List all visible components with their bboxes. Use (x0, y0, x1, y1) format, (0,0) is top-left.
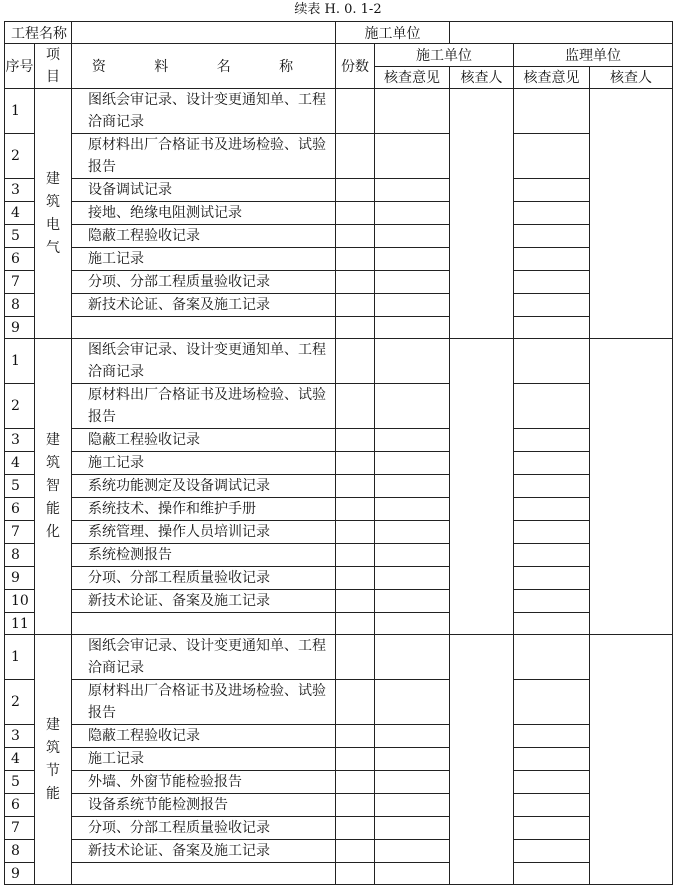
table-row (5, 339, 673, 384)
header-row-1 (5, 44, 673, 67)
construction-review-opinion-cell[interactable] (375, 840, 450, 863)
section-name-char: 建 (46, 716, 60, 733)
construction-review-opinion-cell[interactable] (375, 248, 450, 271)
construction-reviewer-cell[interactable] (450, 89, 514, 339)
section-name-char: 气 (46, 239, 60, 256)
row-number: 2 (5, 384, 35, 429)
row-number: 8 (5, 544, 35, 567)
supervision-review-opinion-cell[interactable] (514, 452, 590, 475)
copies-header: 份数 (336, 44, 375, 89)
row-number: 3 (5, 725, 35, 748)
material-name: 原材料出厂合格证书及进场检验、试验报告 (72, 134, 336, 179)
supervision-review-opinion-cell[interactable] (514, 202, 590, 225)
supervision-review-opinion-cell[interactable] (514, 567, 590, 590)
table-row (5, 680, 673, 725)
supervision-review-opinion-cell[interactable] (514, 384, 590, 429)
construction-review-opinion-cell[interactable] (375, 680, 450, 725)
construction-review-opinion-cell[interactable] (375, 817, 450, 840)
row-number: 2 (5, 134, 35, 179)
construction-review-opinion-cell[interactable] (375, 89, 450, 134)
construction-unit-group-header: 施工单位 (375, 44, 514, 67)
construction-review-opinion-cell[interactable] (375, 384, 450, 429)
construction-review-opinion-cell[interactable] (375, 317, 450, 339)
copies-cell[interactable] (336, 89, 375, 134)
row-number: 7 (5, 271, 35, 294)
copies-cell[interactable] (336, 202, 375, 225)
row-number: 1 (5, 635, 35, 680)
section-name-char: 节 (46, 762, 60, 779)
row-number: 5 (5, 771, 35, 794)
supervision-review-opinion-cell[interactable] (514, 134, 590, 179)
copies-cell[interactable] (336, 294, 375, 317)
material-name: 设备系统节能检测报告 (72, 794, 336, 817)
supervision-reviewer-cell[interactable] (590, 635, 673, 885)
copies-cell[interactable] (336, 748, 375, 771)
material-name: 施工记录 (72, 748, 336, 771)
construction-review-opinion-cell[interactable] (375, 748, 450, 771)
table-row (5, 771, 673, 794)
row-number: 3 (5, 179, 35, 202)
row-number: 1 (5, 339, 35, 384)
construction-review-opinion-cell[interactable] (375, 271, 450, 294)
section-name (35, 89, 72, 339)
copies-cell[interactable] (336, 248, 375, 271)
construction-reviewer-header: 核查人 (450, 66, 514, 89)
supervision-review-opinion-cell[interactable] (514, 248, 590, 271)
row-number: 1 (5, 89, 35, 134)
table-caption: 续表 H. 0. 1-2 (294, 2, 382, 17)
supervision-review-opinion-cell[interactable] (514, 317, 590, 339)
material-name: 新技术论证、备案及施工记录 (72, 590, 336, 613)
supervision-review-opinion-cell[interactable] (514, 635, 590, 680)
copies-cell[interactable] (336, 544, 375, 567)
construction-review-opinion-cell[interactable] (375, 613, 450, 635)
copies-cell[interactable] (336, 271, 375, 294)
construction-review-opinion-cell[interactable] (375, 339, 450, 384)
construction-review-opinion-cell[interactable] (375, 429, 450, 452)
copies-cell[interactable] (336, 317, 375, 339)
row-number: 9 (5, 317, 35, 339)
section-name-char: 能 (46, 785, 60, 802)
table-row (5, 452, 673, 475)
seq-header: 序号 (5, 44, 35, 89)
material-name: 系统检测报告 (72, 544, 336, 567)
material-name: 隐蔽工程验收记录 (72, 225, 336, 248)
row-number: 5 (5, 475, 35, 498)
material-name: 隐蔽工程验收记录 (72, 725, 336, 748)
construction-review-opinion-cell[interactable] (375, 771, 450, 794)
row-number: 10 (5, 590, 35, 613)
section-name-char: 建 (46, 432, 60, 448)
material-name (72, 863, 336, 885)
construction-review-opinion-cell[interactable] (375, 475, 450, 498)
table-row (5, 89, 673, 134)
supervision-reviewer-cell[interactable] (590, 339, 673, 635)
copies-cell[interactable] (336, 635, 375, 680)
table-row (5, 317, 673, 339)
row-number: 6 (5, 248, 35, 271)
material-name (72, 613, 336, 635)
supervision-review-opinion-cell[interactable] (514, 680, 590, 725)
copies-cell[interactable] (336, 225, 375, 248)
construction-review-opinion-cell[interactable] (375, 134, 450, 179)
construction-unit-field[interactable] (450, 22, 673, 44)
material-name (72, 317, 336, 339)
supervision-review-opinion-cell[interactable] (514, 590, 590, 613)
material-name: 图纸会审记录、设计变更通知单、工程洽商记录 (72, 89, 336, 134)
supervision-review-opinion-cell[interactable] (514, 771, 590, 794)
row-number: 8 (5, 294, 35, 317)
table-row (5, 521, 673, 544)
row-number: 6 (5, 794, 35, 817)
copies-cell[interactable] (336, 498, 375, 521)
section-name-char: 化 (46, 524, 60, 540)
table-row (5, 613, 673, 635)
construction-review-opinion-cell[interactable] (375, 452, 450, 475)
row-number: 8 (5, 840, 35, 863)
copies-cell[interactable] (336, 817, 375, 840)
row-number: 9 (5, 567, 35, 590)
supervision-reviewer-cell[interactable] (590, 89, 673, 339)
material-name: 设备调试记录 (72, 179, 336, 202)
material-name: 系统功能测定及设备调试记录 (72, 475, 336, 498)
copies-cell[interactable] (336, 771, 375, 794)
row-number: 11 (5, 613, 35, 635)
table-row (5, 498, 673, 521)
construction-reviewer-cell[interactable] (450, 635, 514, 885)
supervision-review-opinion-cell[interactable] (514, 613, 590, 635)
material-name: 系统技术、操作和维护手册 (72, 498, 336, 521)
row-number: 7 (5, 817, 35, 840)
supervision-review-opinion-cell[interactable] (514, 179, 590, 202)
copies-cell[interactable] (336, 863, 375, 885)
table-row (5, 635, 673, 680)
material-name: 分项、分部工程质量验收记录 (72, 567, 336, 590)
table-row (5, 590, 673, 613)
construction-review-opinion-cell[interactable] (375, 521, 450, 544)
copies-cell[interactable] (336, 590, 375, 613)
section-name-char: 电 (46, 216, 60, 233)
copies-cell[interactable] (336, 567, 375, 590)
material-name: 施工记录 (72, 452, 336, 475)
copies-cell[interactable] (336, 613, 375, 635)
construction-review-opinion-cell[interactable] (375, 544, 450, 567)
construction-review-opinion-cell[interactable] (375, 225, 450, 248)
supervision-review-opinion-cell[interactable] (514, 271, 590, 294)
supervision-review-opinion-cell[interactable] (514, 840, 590, 863)
row-number: 4 (5, 452, 35, 475)
supervision-review-opinion-cell[interactable] (514, 863, 590, 885)
construction-review-opinion-cell[interactable] (375, 635, 450, 680)
item-header-char-2: 目 (46, 69, 60, 85)
table-row (5, 748, 673, 771)
copies-cell[interactable] (336, 794, 375, 817)
supervision-review-opinion-cell[interactable] (514, 725, 590, 748)
section-name-char: 能 (46, 501, 60, 517)
table-row (5, 567, 673, 590)
section-name (35, 635, 72, 885)
supervision-unit-group-header: 监理单位 (514, 44, 673, 67)
acceptance-records-table (4, 21, 673, 885)
supervision-review-opinion-cell[interactable] (514, 89, 590, 134)
section-name-char: 建 (46, 170, 60, 187)
row-number: 7 (5, 521, 35, 544)
material-name: 新技术论证、备案及施工记录 (72, 294, 336, 317)
construction-review-opinion-cell[interactable] (375, 498, 450, 521)
section-name-char: 智 (46, 478, 60, 494)
table-row (5, 384, 673, 429)
copies-cell[interactable] (336, 134, 375, 179)
material-name: 原材料出厂合格证书及进场检验、试验报告 (72, 384, 336, 429)
row-number: 4 (5, 748, 35, 771)
item-header (35, 44, 72, 89)
table-row (5, 225, 673, 248)
row-number: 4 (5, 202, 35, 225)
material-name: 隐蔽工程验收记录 (72, 429, 336, 452)
material-name: 外墙、外窗节能检验报告 (72, 771, 336, 794)
row-number: 6 (5, 498, 35, 521)
construction-review-opinion-cell[interactable] (375, 725, 450, 748)
supervision-review-opinion-cell[interactable] (514, 498, 590, 521)
supervision-review-opinion-cell[interactable] (514, 339, 590, 384)
section-name-char: 筑 (46, 455, 60, 471)
construction-review-opinion-cell[interactable] (375, 590, 450, 613)
supervision-review-opinion-cell[interactable] (514, 225, 590, 248)
construction-review-opinion-cell[interactable] (375, 202, 450, 225)
copies-cell[interactable] (336, 840, 375, 863)
table-row (5, 248, 673, 271)
table-row (5, 202, 673, 225)
supervision-review-opinion-cell[interactable] (514, 794, 590, 817)
table-row (5, 294, 673, 317)
row-number: 9 (5, 863, 35, 885)
material-name: 分项、分部工程质量验收记录 (72, 817, 336, 840)
copies-cell[interactable] (336, 475, 375, 498)
row-number: 3 (5, 429, 35, 452)
construction-review-opinion-header: 核查意见 (375, 66, 450, 89)
item-header-char-1: 项 (46, 47, 60, 63)
row-number: 5 (5, 225, 35, 248)
copies-cell[interactable] (336, 179, 375, 202)
construction-reviewer-cell[interactable] (450, 339, 514, 635)
construction-review-opinion-cell[interactable] (375, 567, 450, 590)
table-row (5, 817, 673, 840)
material-name: 图纸会审记录、设计变更通知单、工程洽商记录 (72, 635, 336, 680)
copies-cell[interactable] (336, 429, 375, 452)
table-row (5, 475, 673, 498)
copies-cell[interactable] (336, 521, 375, 544)
material-name: 分项、分部工程质量验收记录 (72, 271, 336, 294)
supervision-review-opinion-cell[interactable] (514, 544, 590, 567)
material-name: 接地、绝缘电阻测试记录 (72, 202, 336, 225)
supervision-review-opinion-cell[interactable] (514, 521, 590, 544)
copies-cell[interactable] (336, 339, 375, 384)
section-name-char: 筑 (46, 193, 60, 210)
table-row (5, 794, 673, 817)
construction-review-opinion-cell[interactable] (375, 794, 450, 817)
material-name: 新技术论证、备案及施工记录 (72, 840, 336, 863)
project-name-field[interactable] (72, 22, 336, 44)
copies-cell[interactable] (336, 452, 375, 475)
material-name-header: 资 料 名 称 (72, 44, 336, 89)
project-name-label: 工程名称 (5, 22, 72, 44)
project-info-row (5, 22, 673, 44)
construction-review-opinion-cell[interactable] (375, 863, 450, 885)
supervision-review-opinion-cell[interactable] (514, 748, 590, 771)
material-name: 原材料出厂合格证书及进场检验、试验报告 (72, 680, 336, 725)
material-name: 施工记录 (72, 248, 336, 271)
table-row (5, 840, 673, 863)
table-row (5, 134, 673, 179)
material-name: 图纸会审记录、设计变更通知单、工程洽商记录 (72, 339, 336, 384)
row-number: 2 (5, 680, 35, 725)
construction-unit-label: 施工单位 (336, 22, 450, 44)
supervision-review-opinion-cell[interactable] (514, 429, 590, 452)
construction-review-opinion-cell[interactable] (375, 179, 450, 202)
section-name-char: 筑 (46, 739, 60, 756)
supervision-review-opinion-header: 核查意见 (514, 66, 590, 89)
table-row (5, 544, 673, 567)
supervision-reviewer-header: 核查人 (590, 66, 673, 89)
construction-review-opinion-cell[interactable] (375, 294, 450, 317)
table-row (5, 271, 673, 294)
supervision-review-opinion-cell[interactable] (514, 475, 590, 498)
copies-cell[interactable] (336, 384, 375, 429)
material-name: 系统管理、操作人员培训记录 (72, 521, 336, 544)
table-row (5, 725, 673, 748)
table-row (5, 863, 673, 885)
table-row (5, 429, 673, 452)
copies-cell[interactable] (336, 725, 375, 748)
section-name (35, 339, 72, 635)
supervision-review-opinion-cell[interactable] (514, 294, 590, 317)
table-row (5, 179, 673, 202)
supervision-review-opinion-cell[interactable] (514, 817, 590, 840)
copies-cell[interactable] (336, 680, 375, 725)
